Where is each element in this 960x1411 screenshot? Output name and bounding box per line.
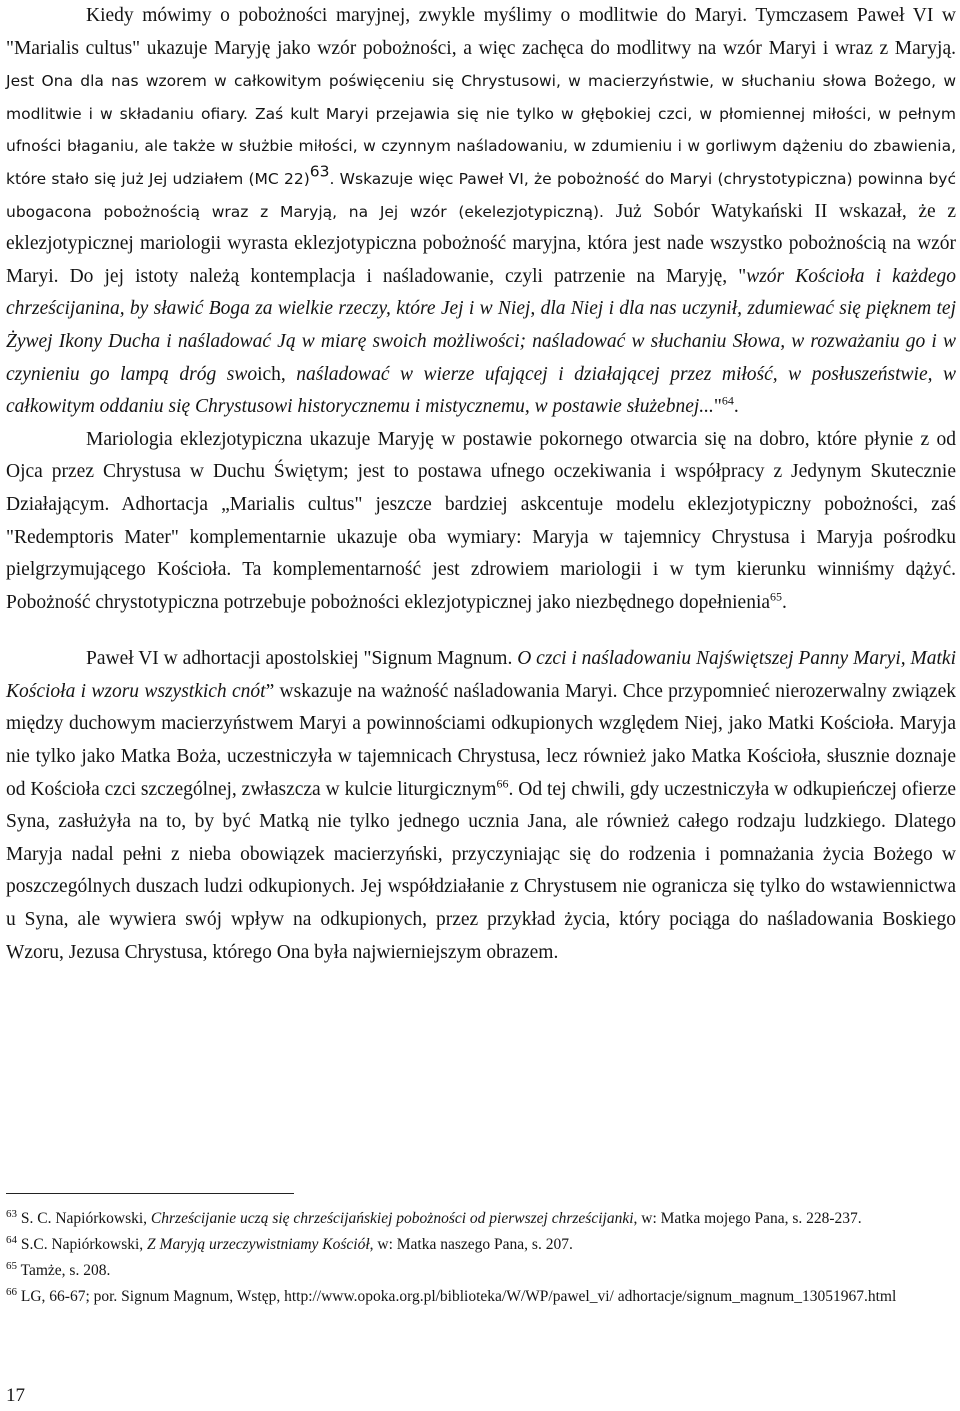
footnote-number: 63 [6,1207,17,1220]
paragraph-3 [6,643,956,969]
paragraph-1-end: . [733,396,739,418]
footnote-author: S. C. Napiórkowski, [17,1210,151,1227]
paragraph-1-close-quote: " [713,396,722,418]
paragraph-1-quote: wzór Kościoła i każdego chrześcijanina, by sławić Boga za wielkie rzeczy, które Jej i w Niej, dla Niej i dla nas uczynił, zdumiewać się pięknem tej Żywej Ikony Ducha i naśladować Ją w miarę swoich możliwości; naśladować w słuchaniu Słowa, w rozważaniu go i w czynieniu go lampą dróg swo [6,265,956,385]
paragraph-1-quote-upright: ich, [257,363,286,385]
paragraph-2-text: Mariologia eklezjotypiczna ukazuje Maryję w postawie pokornego otwarcia się na dobro, które płynie z od Ojca przez Chrystusa w Duchu Świętym; jest to postawa ufnego oczekiwania i współpracy z Jedynym Skutecznie Działającym. Adhortacja „Marialis cultus" jeszcze bardziej askcentuje modelu eklezjotypiczny pobożności, zaś "Redemptoris Mater" komplementarnie ukazuje oba wymiary: Maryja w tajemnicy Chrystusa i Maryja pośrodku pielgrzymującego Kościoła. Ta komplementarność jest zdrowiem mariologii i w tym kierunku winniśmy dążyć. Pobożność chrystotypiczna potrzebuje pobożności eklezjotypicznej jako niezbędnego dopełnienia [6,428,956,613]
paragraph-3-text-end: . Od tej chwili, gdy uczestniczyła w odkupieńczej ofierze Syna, zasłużyła na to, by być Matką nie tylko jednego ucznia Jana, ale również całego rodzaju ludzkiego. Dlatego Maryja nadal pełni z nieba obowiązek macierzyński, przyczyniając się do rodzenia i pomnażania życia Bożego w poszczególnych duszach ludzi odkupionych. Jej współdziałanie z Chrystusem nie ogranicza się tylko do wstawiennictwa u Syna, ale wywiera swój wpływ na odkupionych, przez przykład życia, który pociąga do naśladowania Boskiego Wzoru, Jezusa Chrystusa, którego Ona była najwierniejszym obrazem. [6,778,956,963]
footnote-source: , w: Matka mojego Pana, s. 228-237. [633,1210,862,1227]
paragraph-1-council: Już Sobór Watykański II wskazał, że z eklezjotypicznej mariologii wyrasta eklezjotypiczna pobożność maryjna, która jest nade wszystko pobożnością na wzór Maryi. Do jej istoty należą kontemplacja i naśladowanie, czyli patrzenie na Maryję, " [6,200,956,287]
paragraph-1 [6,0,956,424]
footnote-ref-66: 66 [496,776,509,791]
footnote-title: Z Maryją urzeczywistniamy Kościół [147,1236,370,1253]
paragraph-1-quote-end: naśladować w wierze ufającej i działającej przez miłość, w posłuszeństwie, w całkowitym oddaniu się Chrystusowi historycznemu i mistycznemu, w postawie służebnej... [6,363,956,418]
paragraph-3-text: ” wskazuje na ważność naśladowania Maryi. Chce przypomnieć nierozerwalny związek między duchowym macierzyństwem Maryi a powinnościami odkupionych względem Niej, jako Matki Kościoła. Maryja nie tylko jako Matka Boża, uczestniczyła w tajemnicach Chrystusa, lecz również jako Matka Kościoła, słusznie doznaje od Kościoła czci szczególnej, zwłaszcza w kulcie liturgicznym [6,680,956,800]
paragraph-1-intro: Kiedy mówimy o pobożności maryjnej, zwykle myślimy o modlitwie do Maryi. Tymczasem Paweł VI w "Marialis cultus" ukazuje Maryję jako wzór pobożności, a więc zachęca do modlitwy na wzór Maryi i wraz z Maryją. [6,5,956,59]
paragraph-2 [6,424,956,620]
paragraph-1-marian-cult: Jest Ona dla nas wzorem w całkowitym poświęceniu się Chrystusowi, w macierzyństwie, w słuchaniu słowa Bożego, w modlitwie i w składaniu ofiary. Zaś kult Maryi przejawia się nie tylko w głębokiej czci, w płomiennej miłości, w pełnym ufności błaganiu, ale także w służbie miłości, w czynnym naśladowaniu, w zdumieniu i w gorliwym dążeniu do zbawienia, które stało się już Jej udziałem (MC 22) [6,72,956,188]
footnote-64 [6,1232,956,1258]
paragraph-1-paul-vi: . Wskazuje więc Paweł VI, że pobożność do Maryi (chrystotypiczna) powinna być ubogacona pobożnością wraz z Maryją, na Jej wzór (ekelezjotypiczną). [6,169,957,221]
footnote-65 [6,1258,956,1284]
footnote-number: 64 [6,1233,17,1246]
footnote-separator [6,1193,294,1194]
footnote-ref-65: 65 [770,589,783,604]
footnote-text: Tamże, s. 208. [17,1262,111,1279]
footnotes [6,1206,956,1310]
footnote-author: S.C. Napiórkowski, [17,1236,148,1253]
footnote-text: LG, 66-67; por. Signum Magnum, Wstęp, http://www.opoka.org.pl/biblioteka/W/WP/pawel_vi/ adhortacje/signum_magnum_13051967.html [17,1288,897,1305]
body-text [6,0,956,969]
footnote-63 [6,1206,956,1232]
footnote-ref-64: 64 [721,393,734,408]
paragraph-2-end: . [782,591,787,613]
footnote-ref-63: 63 [309,162,330,181]
footnote-title: Chrześcijanie uczą się chrześcijańskiej pobożności od pierwszej chrześcijanki [150,1210,634,1227]
footnote-66 [6,1284,956,1310]
footnote-number: 65 [6,1259,17,1272]
paragraph-3-title: O czci i naśladowaniu Najświętszej Panny Maryi, Matki Kościoła i wzoru wszystkich cnót [6,648,956,702]
paragraph-3-intro: Paweł VI w adhortacji apostolskiej "Signum Magnum. [86,648,518,670]
footnote-number: 66 [6,1285,17,1298]
page-number: 17 [6,1385,25,1406]
footnote-source: , w: Matka naszego Pana, s. 207. [369,1236,573,1253]
